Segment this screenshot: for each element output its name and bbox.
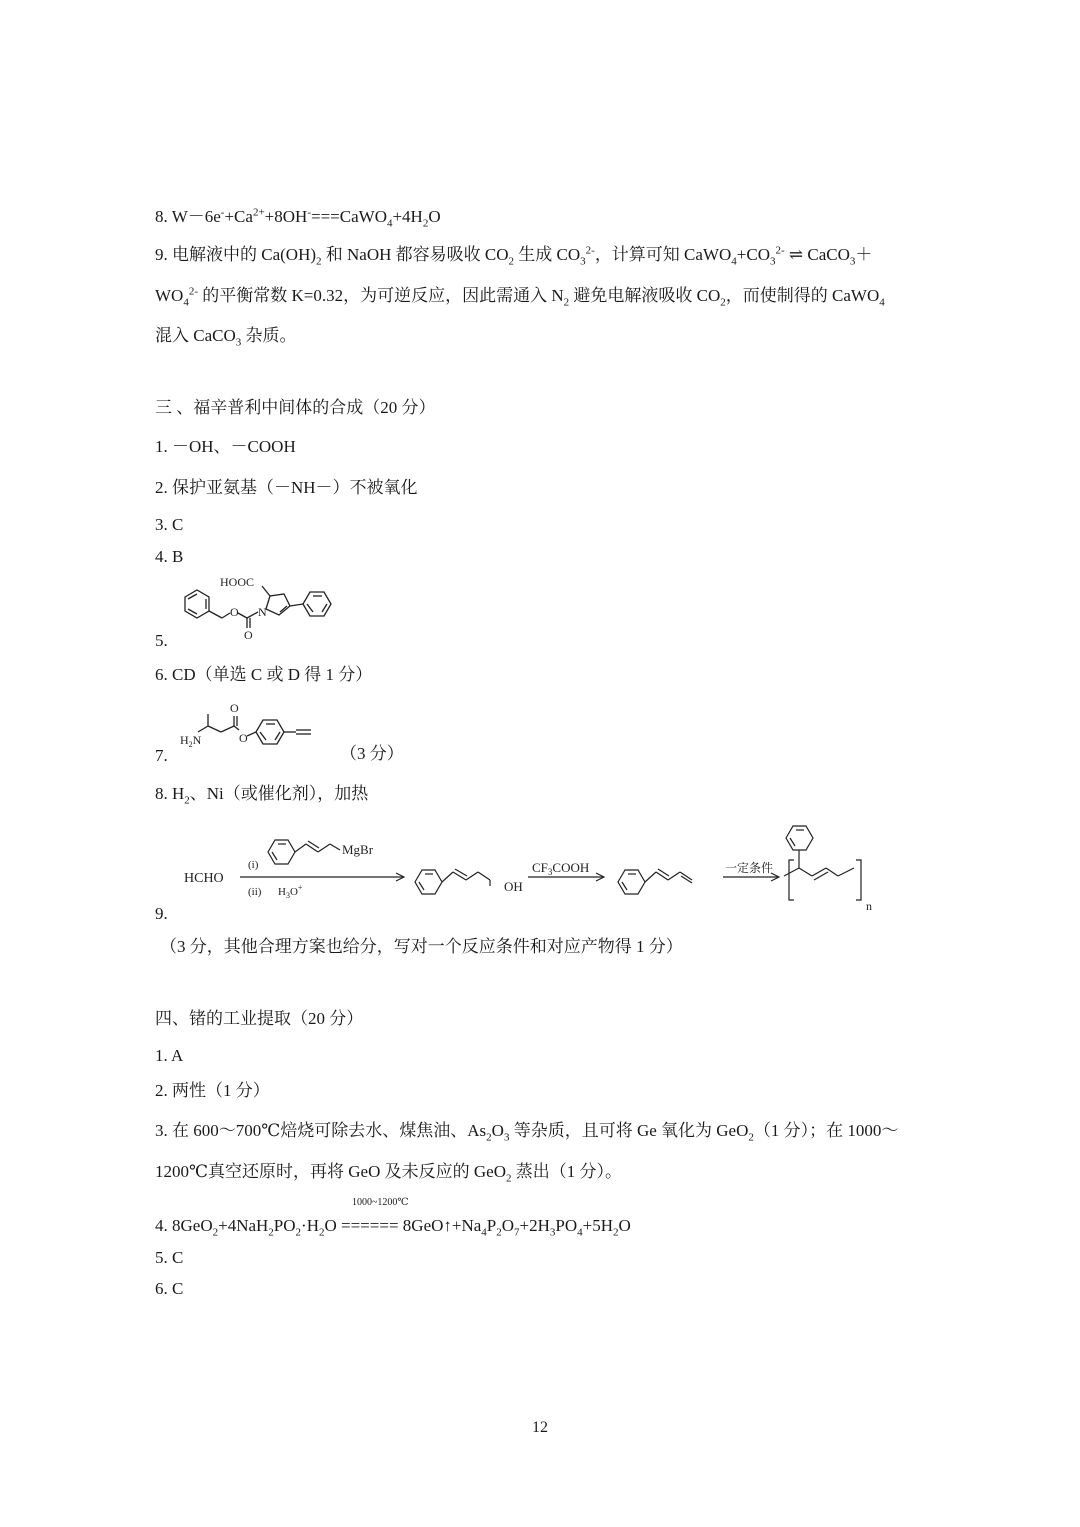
answer-3-8: 8. $H_2$、Ni（或催化剂），加热 (155, 784, 369, 807)
answer-3-9-note: （3 分，其他合理方案也给分，写对一个反应条件和对应产物得 1 分） (160, 937, 683, 956)
answer-3-6: 6. CD（单选 C 或 D 得 1 分） (155, 665, 373, 684)
answer-3-1: 1. －OH、－COOH (155, 437, 296, 456)
q5-n-label: N (258, 605, 267, 619)
answer-3-5-structure (170, 572, 370, 652)
q9-condition-label: 一定条件 (725, 861, 774, 875)
q5-carbonyl-o-label: O (244, 628, 253, 642)
q5-hooc-label: HOOC (220, 575, 255, 589)
q5-o-label: O (230, 605, 239, 619)
answer-4-3-line1: 3. 在 600～700℃焙烧可除去水、煤焦油、$As_2O_3$ 等杂质，且可将 Ge 氧化为 GeO$_2$（1 分）；在 1000～ (155, 1121, 899, 1144)
q9-mgbr-label: MgBr (342, 842, 374, 857)
section-4-heading: 四、锗的工业提取（20 分） (155, 1009, 364, 1028)
q7-carbonyl-o-label: O (230, 701, 239, 715)
q9-n-label: n (866, 899, 872, 913)
q9-oh-label: OH (504, 879, 523, 894)
answer-2-9-line2: $WO_4^{2-}$ 的平衡常数 K=0.32，为可逆反应，因此需通入 $N_2$ 避免电解液吸收 $CO_2$，而使制得的 CaWO$_4$ (155, 285, 885, 309)
q9-step-ii-label: (ii) (248, 886, 262, 898)
q9-cf3cooh-label: $CF_3COOH$ (532, 860, 590, 877)
answer-4-6: 6. C (155, 1279, 184, 1298)
answer-3-7-structure (176, 698, 336, 758)
answer-3-7-number: 7. (155, 746, 168, 765)
answer-2-9-line1: 9. 电解液中的 $Ca(OH)_2$ 和 NaOH 都容易吸收 $CO_2$ 生成 $CO_3^{2-}$，计算可知 $CaWO_4+CO_3^{2-}$ ⇌ CaCO$_3$＋ (155, 244, 873, 268)
q7-h2n-label: $H_2N$ (180, 733, 202, 749)
page-number: 12 (532, 1419, 548, 1436)
answer-3-9-scheme (178, 820, 898, 920)
q7-ester-o-label: O (239, 731, 248, 745)
answer-3-7-score: （3 分） (340, 744, 404, 763)
answer-2-8: 8. $W-6e^-+Ca^{2+}+8OH^-===CaWO_4+4H_2O$ (155, 206, 441, 230)
answer-3-4: 4. B (155, 547, 184, 566)
answer-3-5-number: 5. (155, 631, 168, 650)
answer-3-9-number: 9. (155, 904, 168, 923)
answer-4-2: 2. 两性（1 分） (155, 1081, 270, 1100)
answer-4-3-line2: 1200℃真空还原时，再将 GeO 及未反应的 GeO$_2$ 蒸出（1 分）。 (155, 1162, 622, 1185)
answer-4-4-condition: 1000~1200℃ (352, 1197, 409, 1208)
answer-3-2: 2. 保护亚氨基（－NH－）不被氧化 (155, 478, 418, 497)
answer-4-5: 5. C (155, 1248, 184, 1267)
answer-4-4: 4. $8GeO_2+4NaH_2PO_2\cdot H_2O$ ====== $8GeO↑+Na_4P_2O_7+2H_3PO_4+5H_2O$ (155, 1216, 631, 1239)
q9-hcho-label: HCHO (184, 871, 224, 886)
q9-h3o-label: $H_3O^+$ (278, 883, 303, 900)
answer-2-9-line3: 混入 CaCO$_3$ 杂质。 (155, 326, 297, 349)
q9-step-i-label: (i) (248, 859, 259, 871)
answer-3-3: 3. C (155, 515, 184, 534)
answer-4-1: 1. A (155, 1046, 184, 1065)
section-3-heading: 三 、福辛普利中间体的合成（20 分） (155, 398, 436, 417)
